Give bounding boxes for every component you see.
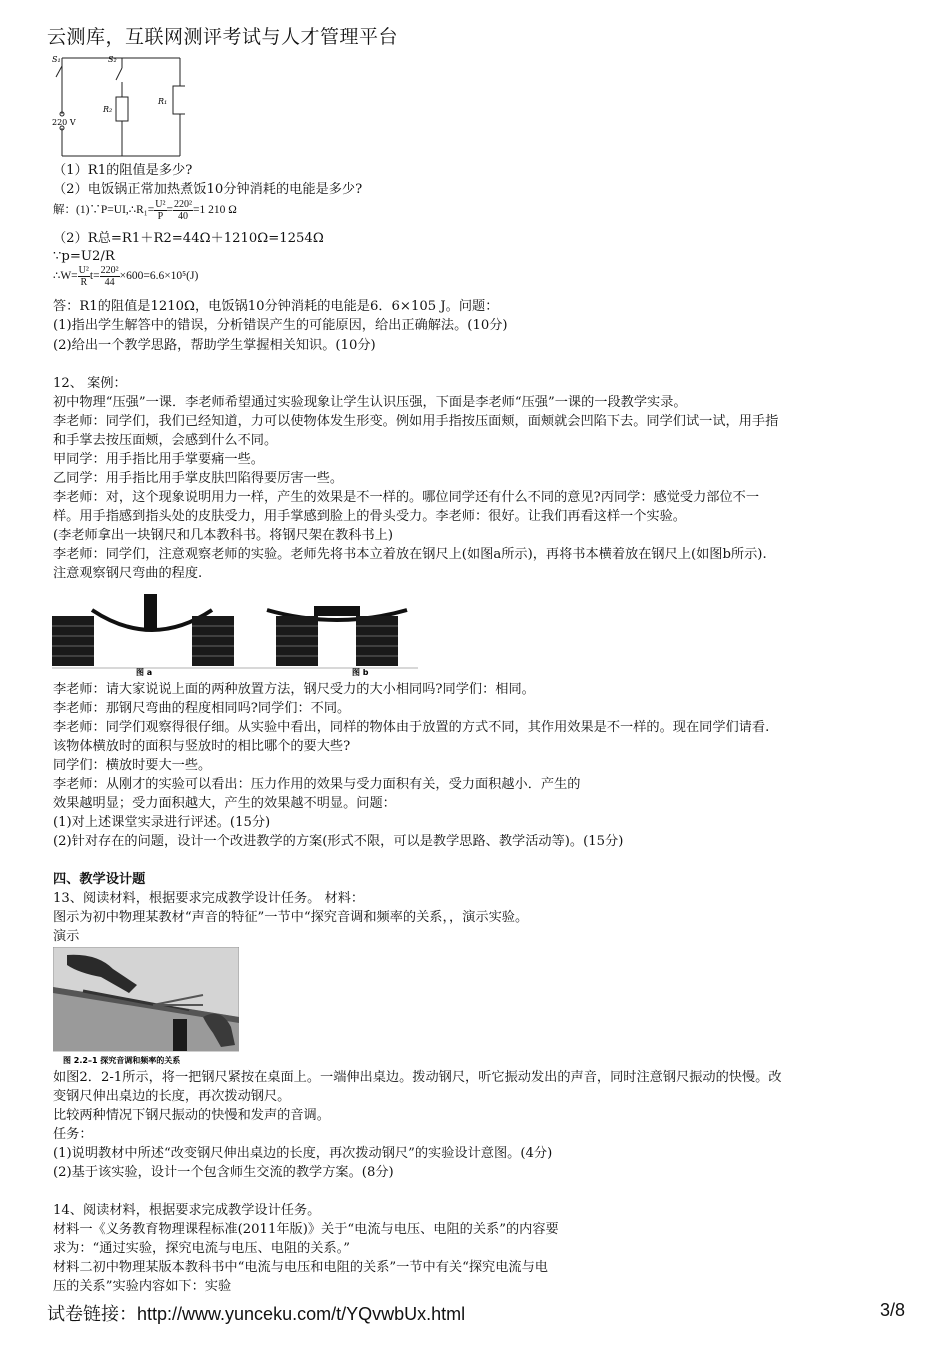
- fraction: [173, 199, 193, 222]
- fraction-denominator: 44: [104, 277, 115, 288]
- text-line: 该物体横放时的面积与竖放时的相比哪个的要大些?: [53, 739, 351, 754]
- figure-b-caption: 图 b: [352, 668, 369, 677]
- text-line: 任务：: [53, 1127, 93, 1142]
- text-line: (1)对上述课堂实录进行评述。(15分): [53, 815, 271, 830]
- q11-solution-formula-1: [53, 199, 237, 222]
- text-line: 比较两种情况下钢尺振动的快慢和发声的音调。: [53, 1108, 330, 1123]
- figure-a: [52, 594, 234, 666]
- fraction: [100, 265, 120, 288]
- fraction-numerator: U²: [155, 199, 166, 210]
- figure-b: [267, 606, 407, 666]
- fraction-numerator: U²: [78, 265, 89, 276]
- text-line: (2)针对存在的问题，设计一个改进教学的方案(形式不限，可以是教学思路、教学活动等)。(15分): [53, 834, 624, 849]
- fraction-numerator: 220²: [174, 199, 193, 210]
- vibrating-ruler-figure: [53, 947, 239, 1067]
- text-line: (李老师拿出一块钢尺和几本教科书。将钢尺架在教科书上): [53, 528, 393, 543]
- text-line: 材料二初中物理某版本教科书中“电流与电压和电阻的关系”一节中有关“探究电流与电: [53, 1260, 548, 1275]
- text-line: 李老师：同学们，我们已经知道，力可以使物体发生形变。例如用手指按压面颊，面颊就会凹陷下去。同学们试一试，用手指: [53, 414, 779, 429]
- text-line: 注意观察钢尺弯曲的程度.: [53, 566, 203, 581]
- text-line: 李老师：从刚才的实验可以看出：压力作用的效果与受力面积有关，受力面积越小．产生的: [53, 777, 581, 792]
- circuit-diagram: [50, 52, 185, 160]
- fraction-numerator: 220²: [100, 265, 119, 276]
- q11-sub1: （1）R1的阻值是多少?: [53, 163, 193, 178]
- text-line: 演示: [53, 929, 80, 944]
- text-line: 李老师：对，这个现象说明用力一样，产生的效果是不一样的。哪位同学还有什么不同的意见?丙同学：感觉受力部位不一: [53, 490, 760, 505]
- q11-task-1: (1)指出学生解答中的错误，分析错误产生的可能原因，给出正确解法。(10分): [53, 318, 508, 333]
- text-line: 甲同学：用手指比用手掌要痛一些。: [53, 452, 264, 467]
- switch-s1-label: S₁: [52, 55, 61, 64]
- figure-a-caption: 图 a: [136, 668, 153, 677]
- page-number: 3/8: [879, 1300, 905, 1320]
- figure-caption: 图 2.2–1 探究音调和频率的关系: [63, 1056, 181, 1065]
- text-line: 李老师：请大家说说上面的两种放置方法，钢尺受力的大小相同吗?同学们：相同。: [53, 682, 535, 697]
- text-line: 李老师：那钢尺弯曲的程度相同吗?同学们：不同。: [53, 701, 351, 716]
- ruler-experiment-figure: [52, 586, 418, 678]
- formula-prefix: 解：(1)∵P=UI,∴R₁=: [53, 204, 155, 217]
- page-header-title: 云测库，互联网测评考试与人才管理平台: [47, 26, 399, 48]
- q11-since: ∵p=U2/R: [53, 249, 115, 264]
- text-line: 样。用手指感到指头处的皮肤受力，用手掌感到脸上的骨头受力。李老师：很好。让我们再看这样一个实验。: [53, 509, 686, 524]
- text-line: 12、 案例：: [53, 376, 127, 391]
- fraction: [154, 199, 166, 222]
- resistor-r2-label: R₂: [103, 105, 113, 114]
- footer-link-label: 试卷链接：: [47, 1304, 137, 1324]
- text-line: 求为：“通过实验，探究电流与电压、电阻的关系。”: [53, 1241, 351, 1256]
- switch-s2-label: S₂: [108, 55, 117, 64]
- fraction-denominator: R: [80, 277, 88, 288]
- footer-link: [47, 1300, 465, 1326]
- voltage-label: 220 V: [52, 118, 76, 127]
- fraction-denominator: 40: [178, 211, 189, 222]
- text-line: 变钢尺伸出桌边的长度，再次拨动钢尺。: [53, 1089, 291, 1104]
- q11-sub2: （2）电饭锅正常加热煮饭10分钟消耗的电能是多少?: [53, 182, 363, 197]
- text-line: 压的关系”实验内容如下：实验: [53, 1279, 232, 1294]
- section-title: 四、教学设计题: [53, 872, 146, 887]
- equals-sign: =: [166, 204, 174, 217]
- text-line: 图示为初中物理某教材“声音的特征”一节中“探究音调和频率的关系，，演示实验。: [53, 910, 529, 925]
- exam-link[interactable]: http://www.yunceku.com/t/YQvwbUx.html: [137, 1304, 466, 1324]
- q11-answer: 答：R1的阻值是1210Ω，电饭锅10分钟消耗的电能是6．6×105 J。问题：: [53, 299, 499, 314]
- text-line: 效果越明显；受力面积越大，产生的效果越不明显。问题：: [53, 796, 396, 811]
- fraction: [78, 265, 90, 288]
- text-line: 和手掌去按压面颊，会感到什么不同。: [53, 433, 278, 448]
- formula-prefix: ∴W=: [53, 270, 78, 283]
- q11-solution-2: （2）R总=R1＋R2=44Ω＋1210Ω=1254Ω: [53, 231, 324, 246]
- formula-result: =1 210 Ω: [193, 204, 237, 217]
- q11-task-2: (2)给出一个教学思路，帮助学生掌握相关知识。(10分): [53, 338, 376, 353]
- text-line: 如图2．2-1所示，将一把钢尺紧按在桌面上。一端伸出桌边。拨动钢尺，听它振动发出的声音，同时注意钢尺振动的快慢。改: [53, 1070, 782, 1085]
- text-line: (1)说明教材中所述“改变钢尺伸出桌边的长度，再次拨动钢尺”的实验设计意图。(4分): [53, 1146, 553, 1161]
- text-line: (2)基于该实验，设计一个包含师生交流的教学方案。(8分): [53, 1165, 394, 1180]
- text-line: 同学们：横放时要大一些。: [53, 758, 212, 773]
- resistor-r1-label: R₁: [158, 97, 168, 106]
- q11-solution-formula-3: [53, 265, 198, 288]
- text-line: 13、阅读材料，根据要求完成教学设计任务。 材料：: [53, 891, 365, 906]
- text-line: 14、阅读材料，根据要求完成教学设计任务。: [53, 1203, 321, 1218]
- text-line: 李老师：同学们观察得很仔细。从实验中看出，同样的物体由于放置的方式不同，其作用效果是不一样的。现在同学们请看.: [53, 720, 770, 735]
- text-line: 李老师：同学们，注意观察老师的实验。老师先将书本立着放在钢尺上(如图a所示)，再将书本横着放在钢尺上(如图b所示).: [53, 547, 767, 562]
- fraction-denominator: P: [157, 211, 164, 222]
- formula-mid: t=: [89, 270, 100, 283]
- formula-result: ×600=6.6×10⁵(J): [119, 270, 199, 283]
- text-line: 初中物理“压强”一课．李老师希望通过实验现象让学生认识压强，下面是李老师“压强”一课的一段教学实录。: [53, 395, 687, 410]
- text-line: 材料一《义务教育物理课程标准(2011年版)》关于“电流与电压、电阻的关系”的内容要: [53, 1222, 559, 1237]
- text-line: 乙同学：用手指比用手掌皮肤凹陷得要厉害一些。: [53, 471, 344, 486]
